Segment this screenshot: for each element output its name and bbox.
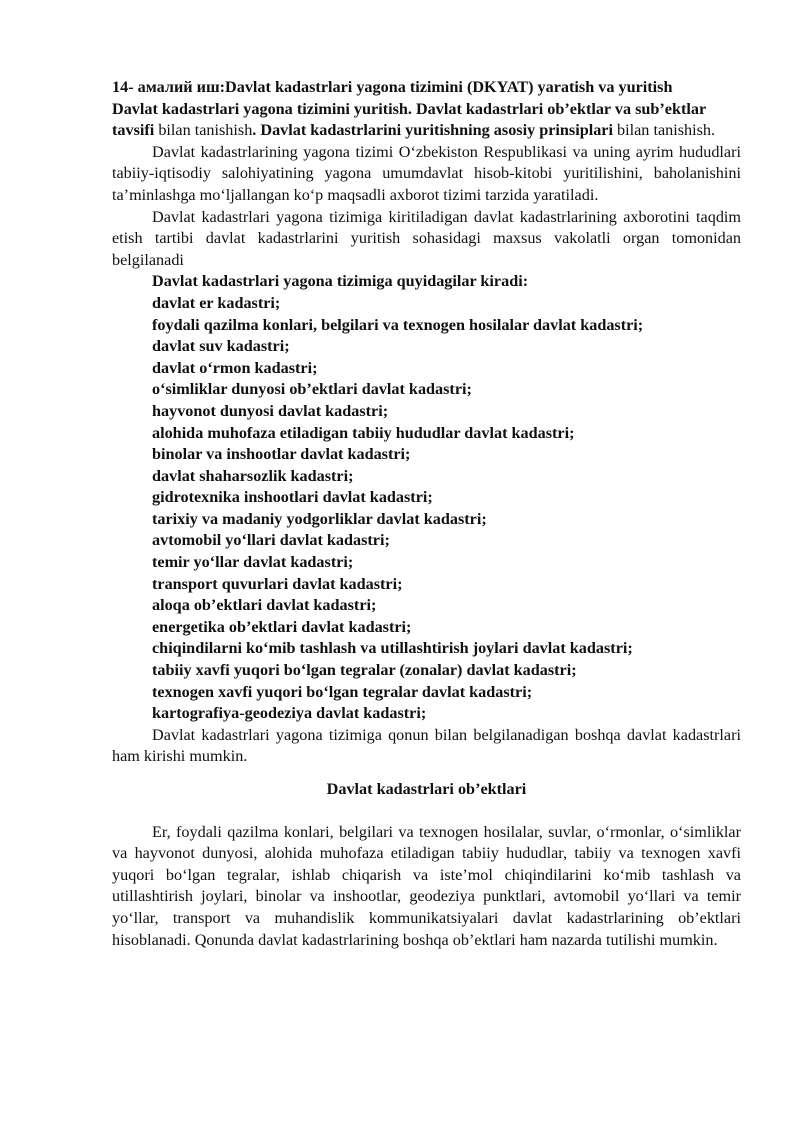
list-item: kartografiya-geodeziya davlat kadastri; [152,704,427,723]
subheading-part-4: bilan tanishish [612,121,712,140]
paragraph-other-cadastres: Davlat kadastrlari yagona tizimiga qonun bilan belgilanadigan boshqa davlat kadastrlari ham kirishi mumkin. [112,725,741,766]
list-item: davlat shaharsozlik kadastri; [152,466,354,485]
paragraph-intro: Davlat kadastrlarining yagona tizimi O‘zbekiston Respublikasi va uning ayrim hududlari tabiiy-iqtisodiy salohiyatining yagona umumdavlat hisob-kitobi yuritilishini, baholanishini ta’minlashga mo‘ljallangan ko‘p maqsadli axborot tizimi tarzida yaratiladi. [112,142,741,204]
list-item: energetika ob’ektlari davlat kadastri; [152,617,412,636]
list-item: o‘simliklar dunyosi ob’ektlari davlat kadastri; [152,380,472,399]
list-item: gidrotexnika inshootlari davlat kadastri; [152,488,433,507]
subheading-part-1: Davlat kadastrlari yagona tizimini yuritish. Davlat kadastrlari ob’ektlar va sub’ektlar tavsifi [112,99,706,140]
subheading-part-2: bilan tanishish [154,121,253,140]
list-item: davlat o‘rmon kadastri; [152,358,318,377]
list-item: avtomobil yo‘llari davlat kadastri; [152,531,390,550]
document-page [112,77,741,951]
list-item: davlat suv kadastri; [152,337,290,356]
list-item: alohida muhofaza etiladigan tabiiy hududlar davlat kadastri; [152,423,575,442]
subheading-part-5: . [711,121,716,140]
list-item: temir yo‘llar davlat kadastri; [152,553,354,572]
list-item: foydali qazilma konlari, belgilari va texnogen hosilalar davlat kadastri; [152,315,644,334]
list-item: transport quvurlari davlat kadastri; [152,574,403,593]
document-heading: 14- амалий иш:Davlat kadastrlari yagona tizimini (DKYAT) yaratish va yuritish [112,78,673,96]
section-title: Davlat kadastrlari ob’ektlari [326,780,527,798]
list-item: tarixiy va madaniy yodgorliklar davlat kadastri; [152,509,487,528]
list-item: hayvonot dunyosi davlat kadastri; [152,401,389,420]
list-item: aloqa ob’ektlari davlat kadastri; [152,596,377,615]
paragraph-objects: Er, foydali qazilma konlari, belgilari va texnogen hosilalar, suvlar, o‘rmonlar, o‘simliklar va hayvonot dunyosi, alohida muhofaza etiladigan tabiiy hududlar, tabiiy va texnogen xavfi yuqori bo‘lgan tegralar, ishlab chiqarish va iste’mol chiqindilarini ko‘mib tashlash va utillashtirish joylari, binolar va inshootlar, geodeziya punktlari, avtomobil yo‘llari va temir yo‘llar, transport va muhandislik kommunikatsiyalari davlat kadastrlarining ob’ektlari hisoblanadi. Qonunda davlat kadastrlarining boshqa ob’ektlari ham nazarda tutilishi mumkin. [112,822,741,949]
subheading-part-3: . Davlat kadastrlarini yuritishning asosiy prinsiplari [252,121,613,140]
list-item: binolar va inshootlar davlat kadastri; [152,445,411,464]
list-item: davlat er kadastri; [152,293,281,312]
list-item: tabiiy xavfi yuqori bo‘lgan tegralar (zonalar) davlat kadastri; [152,661,577,680]
paragraph-procedure: Davlat kadastrlari yagona tizimiga kiritiladigan davlat kadastrlarining axborotini taqdim etish tartibi davlat kadastrlarini yuritish sohasidagi maxsus vakolatli organ tomonidan belgilanadi [112,207,741,269]
list-item: texnogen xavfi yuqori bo‘lgan tegralar davlat kadastri; [152,682,533,701]
document-subheading [112,99,741,142]
list-title: Davlat kadastrlari yagona tizimiga quyidagilar kiradi: [152,272,529,291]
list-item: chiqindilarni ko‘mib tashlash va utillashtirish joylari davlat kadastri; [152,639,633,658]
cadastre-list [112,293,741,725]
